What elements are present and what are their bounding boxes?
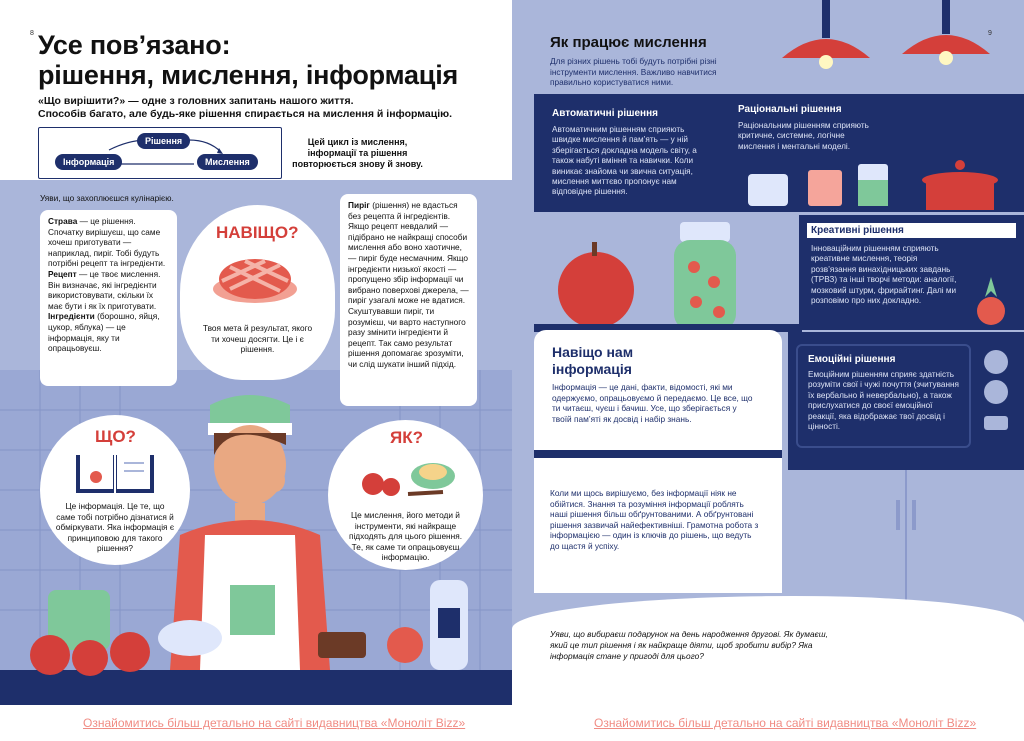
info-box-text: Інформація — це дані, факти, відомості, які ми одержуємо, опрацьовуємо й передаємо. Це все, що ти читаєш, чуєш і бачиш. Усе, що зберігається у твоїй пам’яті як досвід і набір знань. [552,382,753,424]
circle-how [328,420,483,570]
cycle-diagram [38,127,282,179]
microwave [788,332,1024,460]
page-number-left: 8 [30,30,34,37]
title-line-1: Усе пов’язано: [38,30,231,60]
emotional-title: Емоційні рішення [808,354,896,365]
ceiling-lamps [762,0,1024,72]
term-recipe: Рецепт [48,268,77,279]
rational-decisions-box [728,96,1018,208]
questions-panel [512,596,1024,705]
thinking-section-title: Як працює мислення [550,34,707,51]
page-number-right: 9 [988,30,992,37]
text-dish: — це рішення. Спочатку вирішуєш, що саме хочеш приготувати — наприклад, пиріг. Тобі будуть потрібні рецепт та інгредієнти. [48,216,166,269]
why-heading: НАВІЩО? [216,223,299,242]
what-text: Це інформація. Це те, що саме тобі потрібно дізнатися й обміркувати. Яка інформація є принциповою для такого рішення? [55,501,175,554]
info-box-title: Навіщо нам інформація [552,344,634,377]
term-pie: Пиріг [348,200,370,210]
lead-line-2: Способів багато, але будь-яке рішення спирається на мислення й інформацію. [38,108,453,120]
pie-icon [210,249,300,309]
radish-icon [971,277,1011,327]
how-heading: ЯК? [390,428,423,447]
title-line-2: рішення, мислення, інформація [38,60,459,90]
why-text: Твоя мета й результат, якого ти хочеш досягти. Це і є рішення. [202,323,313,355]
lead-line-1: «Що вирішити?» — одне з головних запитань нашого життя. [38,95,354,107]
microwave-knobs [976,344,1016,454]
term-dish: Страва [48,216,78,226]
lead-text [38,95,478,121]
creative-title: Креативні рішення [807,223,1016,238]
info-box [534,330,782,450]
publisher-link-left[interactable]: Ознайомитись більш детально на сайті видавництва «Моноліт Bizz» [83,716,466,730]
automatic-title: Автоматичні рішення [552,108,658,119]
book-icon [74,451,156,496]
rational-title: Раціональні рішення [738,104,842,115]
circle-why [180,205,335,380]
pill-thinking: Мислення [197,154,258,170]
emotional-text: Емоційним рішенням сприяє здатність розуміти свої і чужі почуття (зчитування їх вербально й невербально), а також прислухатися до своєї емоційної реакції, яка відображає твої досвід і цінності. [808,370,959,432]
creative-decisions-box [799,215,1024,330]
info-paragraph-2: Коли ми щось вирішуємо, без інформації ніяк не обійтися. Знання та розуміння інформації роблять наші рішення більш обґрунтованими. А обґрунтовані рішення зазвичай найефективніші. Грамотна робота з інформацією — один із ключів до рішень, що ведуть до щастя й успіху. [550,488,759,551]
cycle-note: Цей цикл із мислення, інформації та рішення повторюється знову й знову. [292,137,423,169]
left-page [0,0,512,705]
fridge-lower-door [534,458,782,593]
ingredients-icon [353,454,458,504]
pill-information: Інформація [55,154,122,170]
page-title [38,30,458,90]
text-ingredients: (борошно, яйця, цукор, яблука) — це інформація, яку ти опрацьовуєш. [48,311,160,354]
rational-text: Раціональним рішенням сприяють критичне, системне, логічне мислення і ментальні моделі. [738,121,869,151]
circle-what [40,415,190,565]
right-page [512,0,1024,705]
fridge-divider [534,450,782,458]
thinking-section-intro: Для різних рішень тобі будуть потрібні різні інструменти мислення. Важливо навчитися правильно користуватися ними. [550,56,717,88]
card-pie [340,194,477,406]
kitchen-foreground [20,560,490,680]
cups-and-pot-icon [748,152,1018,212]
italic-questions: Уяви, що вибираєш подарунок на день народження другові. Як думаєш, який це тип рішення і як найкраще діяти, щоб зробити вибір? Яка інформація стане у пригоді для цього? [550,629,828,661]
creative-text: Інноваційним рішенням сприяють креативне мислення, теорія розв’язання винахідницьких завдань (ТРВЗ) та інші творчі методи: аналогії, мозковий штурм, фрирайтинг. Далі ми розповімо про них докладно. [811,244,957,306]
intro-text: Уяви, що захоплюєшся кулінарією. [40,193,174,203]
what-heading: ЩО? [95,427,136,446]
pill-decision: Рішення [137,133,190,149]
how-text: Це мислення, його методи й інструменти, які найкраще підходять для цього рішення. Те, як саме ти опрацьовуєш інформацію. [348,510,463,563]
emotional-decisions-box [796,344,971,448]
automatic-decisions-box [542,100,722,208]
text-pie: (рішення) не вдасться без рецепта й інгредієнтів. Якщо рецепт невдалий — підібрано не найкращі способи мислення або воно хаотичне, — пиріг буде несмачним. Якщо інгредієнти низької якості — пропущено збір інформації чи вибрано поверхові джерела, — пиріг узагалі може не вдатися. Скуштувавши пиріг, ти розумієш, чи варто наступного разу змінити інгредієнти й рецепт. Так само результат рішення допомагає зрозуміти, чи слід шукати інший підхід. [348,200,469,369]
publisher-link-right[interactable]: Ознайомитись більш детально на сайті видавництва «Моноліт Bizz» [594,716,977,730]
card-dish-recipe [40,210,177,386]
automatic-text: Автоматичним рішенням сприяють швидке мислення й пам’ять — у ній зберігається докладна модель світу, а також набуті вміння та навички. Коли виникає знайома чи звична ситуація, мислення миттєво пропонує нам відповідне рішення. [552,125,697,197]
text-recipe: — це твоє мислення. Він визначає, які інгредієнти використовувати, скільки їх має бути і як їх приготувати. [48,268,161,311]
term-ingredients: Інгредієнти [48,311,95,322]
